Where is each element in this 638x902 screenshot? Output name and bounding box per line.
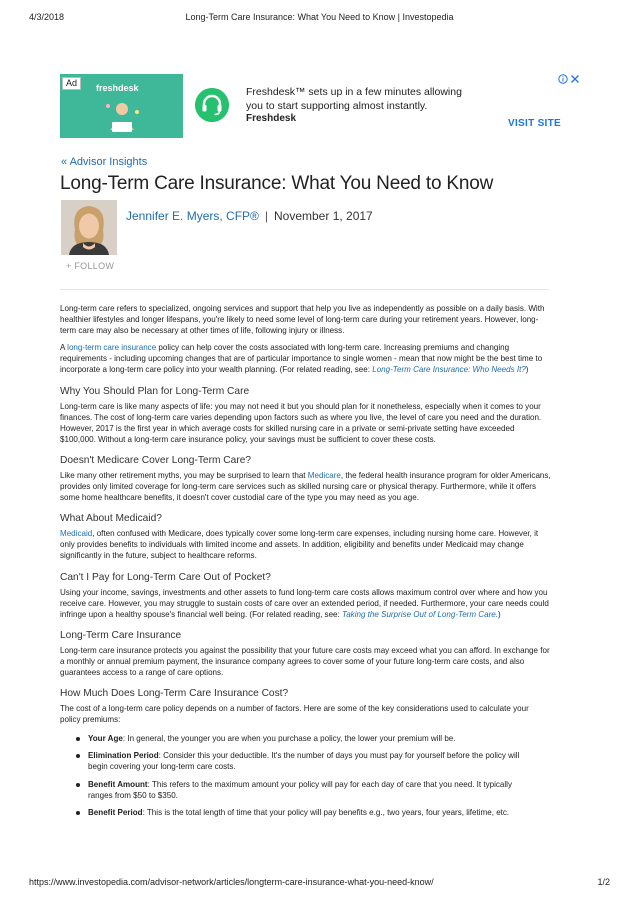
byline-separator: | — [264, 209, 268, 223]
author-portrait-icon — [61, 200, 117, 255]
print-header — [29, 12, 610, 24]
text-run: Like many other retirement myths, you may be surprised to learn that — [60, 470, 308, 480]
list-item — [88, 779, 551, 801]
follow-button[interactable]: + FOLLOW — [66, 261, 115, 271]
print-footer — [29, 877, 610, 889]
author-byline — [126, 209, 373, 223]
ltc-insurance-link[interactable]: long-term care insurance — [67, 343, 157, 353]
article-paragraph: Long-term care insurance protects you against the possibility that your future care costs may exceed what you can afford. In exchange for a monthly or annual premium payment, the insurance company agrees to cover some of your future long-term care costs, and also guarantees access to a range of care options. — [60, 645, 550, 677]
ad-visit-site-button[interactable]: VISIT SITE — [508, 118, 562, 129]
article-paragraph — [60, 528, 551, 561]
list-text: : This refers to the maximum amount your policy will pay for each day of care that you need. It typically ranges from $50 to $350. — [88, 779, 512, 800]
ad-badge: Ad — [62, 77, 81, 90]
text-run: ) — [497, 609, 501, 619]
print-doc-title: Long-Term Care Insurance: What You Need to Know | Investopedia — [185, 12, 454, 22]
list-term: Your Age — [88, 734, 123, 744]
text-run: ) — [525, 365, 529, 375]
page-title: Long-Term Care Insurance: What You Need to Know — [60, 173, 494, 194]
article-paragraph: Long-term care is like many aspects of life: you may not need it but you should plan for it nonetheless, especially when it comes to your finances. The cost of long-term care varies depending upon factors such as where you live, the level of care you need and the duration. However, 2017 is the first year in which average costs for skilled nursing care in a private or semi-private setting have exceeded $100,000. Without a long-term care insurance policy, your savings must be sufficient to cover these costs. — [60, 401, 542, 444]
publish-date: November 1, 2017 — [274, 209, 373, 223]
ad-thumb-brand: freshdesk — [96, 83, 139, 93]
breadcrumb[interactable]: « Advisor Insights — [61, 156, 148, 168]
section-heading: How Much Does Long-Term Care Insurance Cost? — [60, 688, 289, 700]
list-item — [88, 750, 551, 772]
list-term: Benefit Period — [88, 807, 143, 817]
cost-factors-list — [88, 733, 551, 818]
medicare-link[interactable]: Medicare — [307, 470, 341, 480]
article-paragraph — [60, 587, 551, 620]
list-term: Elimination Period — [88, 751, 159, 761]
section-heading: Why You Should Plan for Long-Term Care — [60, 385, 250, 397]
print-url: https://www.investopedia.com/advisor-network/articles/longterm-care-insurance-what-you-need-know/ — [29, 877, 434, 887]
section-heading: Long-Term Care Insurance — [60, 629, 182, 641]
text-run: A — [60, 343, 68, 353]
section-heading: What About Medicaid? — [60, 513, 162, 525]
list-item — [88, 807, 551, 818]
section-heading: Doesn't Medicare Cover Long-Term Care? — [60, 454, 252, 466]
article-paragraph — [60, 470, 551, 503]
article-paragraph: Long-term care refers to specialized, ongoing services and support that help you live as independently as possible on a daily basis. With healthier lifestyles and longer lifespans, you're likely to need some level of long-term care during your retirement years. However, long-term care may also be necessary at other times of life, following injury or illness. — [60, 304, 545, 336]
article-body — [60, 303, 551, 824]
article-paragraph: The cost of a long-term care policy depends on a number of factors. Here are some of the key considerations used to calculate your policy premiums: — [60, 704, 529, 725]
list-term: Benefit Amount — [88, 779, 148, 789]
ad-headline[interactable]: Freshdesk™ sets up in a few minutes allowing you to start supporting almost instantly. — [246, 86, 462, 112]
list-text: : Consider this your deductible. It's the number of days you must pay for yourself before the policy will begin covering your long-term care costs. — [88, 751, 520, 772]
author-name-link[interactable]: Jennifer E. Myers, CFP® — [126, 209, 259, 223]
text-run: Using your income, savings, investments and other assets to fund long-term care costs allows maximum control over where and how you receive care. However, you may struggle to sustain costs of care over an extended period, if needed. Furthermore, your care needs could infringe upon a healthy spouse's financial well being. (For related reading, see: — [60, 587, 549, 619]
text-run: policy can help cover the costs associated with long-term care. Increasing premiums and changing requirements - including upcoming changes that are of particular importance to single women - mean that now might be the best time to incorporate a long-term care policy into your wealth planning. (For related reading, see: — [60, 343, 543, 375]
info-icon[interactable] — [558, 74, 568, 84]
print-date: 4/3/2018 — [29, 12, 65, 22]
list-text: : This is the total length of time that your policy will pay benefits e.g., two years, four years, lifetime, etc. — [142, 807, 510, 817]
ad-banner[interactable] — [60, 72, 580, 140]
surprise-ltc-link[interactable]: Taking the Surprise Out of Long-Term Care. — [342, 609, 498, 619]
avatar[interactable] — [61, 200, 117, 255]
close-icon[interactable] — [570, 74, 580, 84]
medicaid-link[interactable]: Medicaid — [60, 529, 93, 539]
who-needs-it-link[interactable]: Long-Term Care Insurance: Who Needs It? — [372, 365, 526, 375]
page-number: 1/2 — [597, 877, 610, 887]
person-laptop-icon — [102, 100, 142, 134]
ad-sponsor[interactable]: Freshdesk — [246, 113, 297, 124]
text-run: , often confused with Medicare, does typically cover some long-term care expenses, including nursing home care. However, it only provides benefits to individuals with limited income and assets. In addition, eligibility and benefits under Medicaid may change significantly in the future, subject to healthcare reforms. — [60, 529, 539, 561]
list-item — [88, 733, 551, 744]
headset-icon — [195, 88, 229, 122]
article-paragraph — [60, 342, 551, 375]
ad-thumbnail[interactable] — [60, 74, 183, 138]
list-text: : In general, the younger you are when you purchase a policy, the lower your premium will be. — [122, 734, 456, 744]
text-run: , the federal health insurance program for older Americans, provides only limited coverage for long-term care services such as skilled nursing care or physical therapy. Furthermore, while it offers some home healthcare benefits, it doesn't cover custodial care of the type you may need as you age. — [60, 470, 551, 503]
divider — [60, 289, 549, 290]
section-heading: Can't I Pay for Long-Term Care Out of Pocket? — [60, 571, 271, 583]
